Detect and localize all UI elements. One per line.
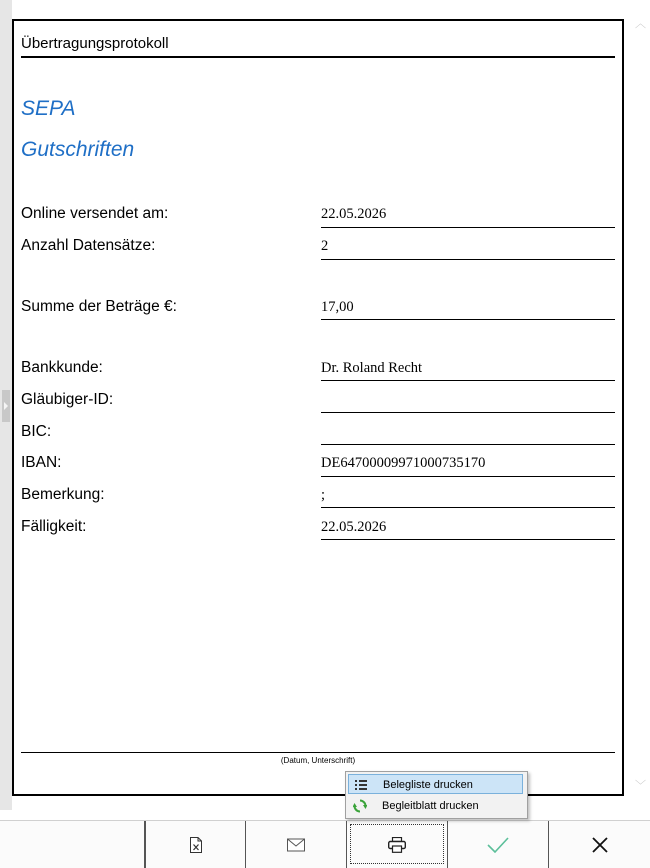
field-label-anzahl: Anzahl Datensätze:: [21, 237, 156, 254]
field-underline: [321, 444, 615, 445]
field-label-bic: BIC:: [21, 423, 52, 440]
list-icon: [354, 778, 368, 792]
signature-caption: (Datum, Unterschrift): [280, 756, 356, 765]
report-page: [12, 19, 624, 796]
scroll-up-icon[interactable]: ︿: [635, 17, 646, 30]
mail-icon: [287, 838, 305, 851]
field-value-summe: 17,00: [321, 299, 354, 315]
menu-item-begleitblatt[interactable]: [348, 796, 523, 816]
left-gutter: [0, 0, 12, 810]
menu-item-label: Belegliste drucken: [383, 779, 473, 791]
scroll-down-icon[interactable]: ﹀: [635, 779, 646, 792]
field-value-bemerkung: ;: [321, 487, 326, 503]
field-value-anzahl: 2: [321, 238, 329, 254]
close-button[interactable]: [549, 821, 650, 868]
field-underline: [321, 412, 615, 413]
field-underline: [321, 539, 615, 540]
send-mail-button[interactable]: [246, 821, 347, 868]
field-underline: [321, 380, 615, 381]
confirm-button[interactable]: [448, 821, 549, 868]
vertical-scrollbar[interactable]: [631, 0, 650, 810]
checkmark-icon: [487, 837, 509, 853]
field-value-versendet: 22.05.2026: [321, 206, 387, 222]
printer-icon: [388, 837, 406, 853]
field-underline: [321, 476, 615, 477]
heading-sepa: SEPA: [21, 97, 76, 120]
export-excel-button[interactable]: [145, 821, 246, 868]
field-label-faelligkeit: Fälligkeit:: [21, 518, 87, 535]
print-menu: [345, 771, 528, 819]
page-title: Übertragungsprotokoll: [21, 35, 169, 52]
title-underline: [21, 56, 615, 58]
toolbar-empty-slot: [0, 821, 145, 868]
menu-item-belegliste[interactable]: [348, 774, 523, 794]
field-underline: [321, 319, 615, 320]
refresh-icon: [353, 799, 367, 813]
field-value-iban: DE64700009971000735170: [321, 455, 486, 471]
field-underline: [321, 227, 615, 228]
panel-expand-handle[interactable]: [2, 390, 10, 422]
field-label-bemerkung: Bemerkung:: [21, 486, 105, 503]
close-icon: [592, 837, 608, 853]
field-value-bankkunde: Dr. Roland Recht: [321, 360, 423, 376]
field-label-versendet: Online versendet am:: [21, 205, 169, 222]
field-label-summe: Summe der Beträge €:: [21, 298, 177, 315]
field-underline: [321, 259, 615, 260]
heading-gutschriften: Gutschriften: [21, 138, 135, 161]
field-label-glaeubiger-id: Gläubiger-ID:: [21, 391, 114, 408]
field-underline: [321, 507, 615, 508]
field-label-iban: IBAN:: [21, 454, 62, 471]
bottom-toolbar: [0, 820, 650, 868]
field-value-faelligkeit: 22.05.2026: [321, 519, 387, 535]
signature-line: [21, 752, 615, 753]
print-button[interactable]: [347, 821, 448, 868]
menu-item-label: Begleitblatt drucken: [382, 800, 479, 812]
excel-export-icon: [190, 837, 202, 853]
field-label-bankkunde: Bankkunde:: [21, 359, 103, 376]
